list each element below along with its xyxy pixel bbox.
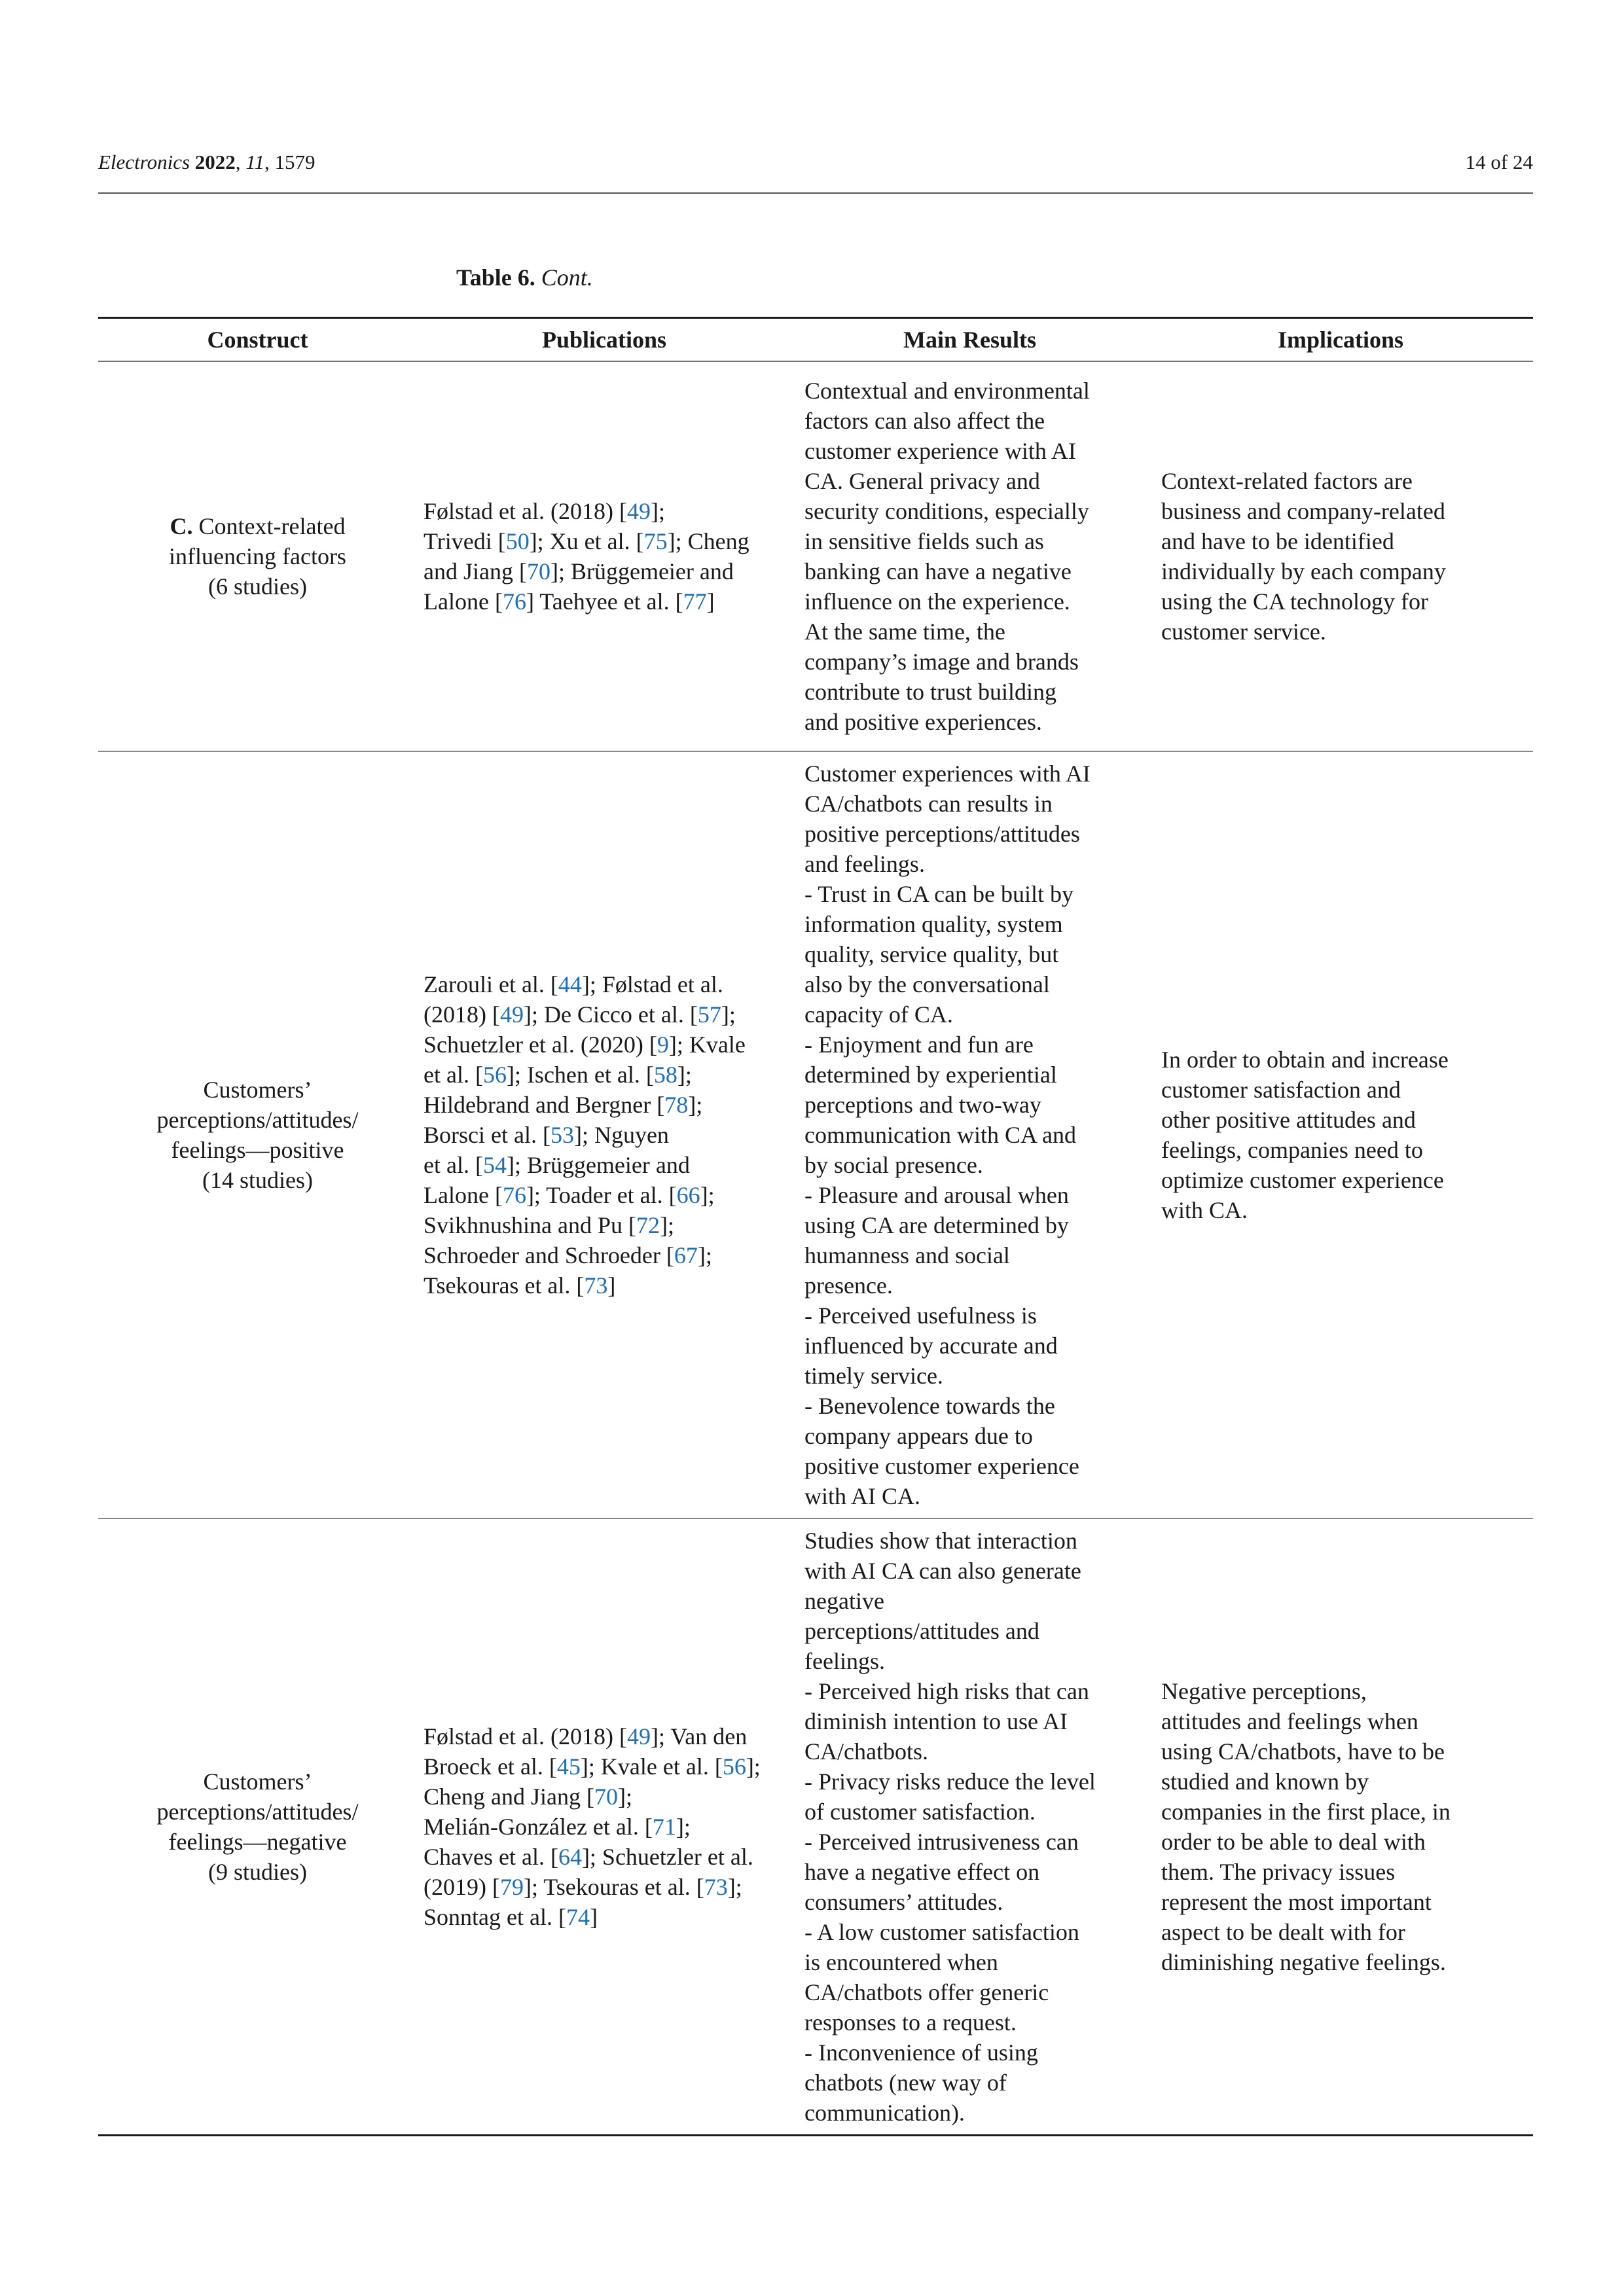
- reference-link[interactable]: 75: [643, 528, 668, 554]
- header-divider: [98, 192, 1533, 194]
- implications-text: In order to obtain and increase customer satisfaction and other positive attitudes and feelings, companies need to optimize customer experience with CA.: [1161, 1047, 1449, 1223]
- publication-text: ]; Schroeder and Schroeder [: [424, 1212, 675, 1268]
- table-caption-text: Cont.: [541, 264, 593, 291]
- publication-text: ]: [706, 588, 715, 615]
- publications-text: [424, 496, 772, 617]
- column-header-construct: Construct: [98, 318, 417, 362]
- publications-text: [424, 1721, 772, 1932]
- main-results-text: Studies show that interaction with AI CA can also generate negative perceptions/attitudes and feelings. - Perceived high risks that can diminish intention to use AI CA/chatbots. - Privacy risks reduce the level of customer satisfaction. - Perceived intrusiveness can have a negative effect on consumers’ attitudes. - A low customer satisfaction is encountered when CA/chatbots offer generic responses to a request. - Inconvenience of using chatbots (new way of communication).: [804, 1528, 1096, 2126]
- running-header: [98, 149, 1533, 175]
- publication-text: ]; Nguyen et al. [: [424, 1122, 669, 1178]
- construct-cell: [98, 361, 417, 751]
- publications-cell: [417, 751, 791, 1518]
- construct-cell: [98, 751, 417, 1518]
- article-number: 1579: [274, 151, 316, 173]
- implications-cell: [1148, 361, 1533, 751]
- publication-text: ] Taehyee et al. [: [526, 588, 683, 615]
- reference-link[interactable]: 49: [626, 498, 651, 524]
- reference-link[interactable]: 56: [722, 1753, 746, 1780]
- reference-link[interactable]: 73: [584, 1272, 608, 1299]
- publication-text: ]; Cheng and Jiang [: [424, 528, 749, 584]
- reference-link[interactable]: 50: [505, 528, 530, 554]
- journal-name: Electronics: [98, 151, 190, 173]
- reference-link[interactable]: 67: [674, 1242, 698, 1268]
- publication-text: ]; Ischen et al. [: [506, 1062, 654, 1088]
- publication-text: ]; De Cicco et al. [: [523, 1001, 698, 1028]
- reference-link[interactable]: 66: [676, 1182, 700, 1208]
- publication-text: ]; Xu et al. [: [529, 528, 644, 554]
- column-header-implications: Implications: [1148, 318, 1533, 362]
- table-caption-label: Table 6.: [456, 264, 535, 291]
- results-table: [98, 317, 1533, 2136]
- publication-text: ]; Tsekouras et al. [: [424, 1242, 712, 1299]
- reference-link[interactable]: 77: [683, 588, 707, 615]
- publication-text: Følstad et al. (2018) [: [424, 498, 627, 524]
- implications-cell: [1148, 1518, 1533, 2136]
- publication-text: ]; Hildebrand and Bergner [: [424, 1062, 692, 1118]
- reference-link[interactable]: 54: [482, 1152, 507, 1178]
- column-header-publications: Publications: [417, 318, 791, 362]
- publication-text: ]; Kvale et al. [: [424, 1031, 746, 1088]
- reference-link[interactable]: 64: [558, 1844, 582, 1870]
- publication-text: ]; Sonntag et al. [: [424, 1874, 742, 1930]
- reference-link[interactable]: 72: [636, 1212, 660, 1238]
- reference-link[interactable]: 58: [653, 1062, 677, 1088]
- journal-year: 2022: [194, 151, 236, 173]
- publications-cell: [417, 1518, 791, 2136]
- reference-link[interactable]: 79: [499, 1874, 524, 1900]
- publication-text: ]; Borsci et al. [: [424, 1092, 703, 1148]
- reference-link[interactable]: 73: [704, 1874, 728, 1900]
- reference-link[interactable]: 70: [526, 558, 550, 584]
- publication-text: ]; Trivedi [: [424, 498, 665, 554]
- main-results-cell: [791, 361, 1148, 751]
- main-results-text: Customer experiences with AI CA/chatbots can results in positive perceptions/attitudes and feelings. - Trust in CA can be built by information quality, system quality, service quality, but also by the conversational capacity of CA. - Enjoyment and fun are determined by experiential perceptions and two-way communication with CA and by social presence. - Pleasure and arousal when using CA are determined by humanness and social presence. - Perceived usefulness is influenced by accurate and timely service. - Benevolence towards the company appears due to positive customer experience with AI CA.: [804, 761, 1091, 1509]
- publication-text: ]; Melián-González et al. [: [424, 1784, 653, 1840]
- reference-link[interactable]: 45: [556, 1753, 581, 1780]
- table-row: [98, 751, 1533, 1518]
- publication-text: Zarouli et al. [: [424, 971, 558, 997]
- publications-text: [424, 969, 772, 1300]
- publication-text: ]; Schuetzler et al. (2020) [: [424, 1001, 736, 1058]
- publication-text: ]; Schuetzler et al. (2019) [: [424, 1844, 753, 1900]
- construct-label: Customers’ perceptions/attitudes/ feelings—positive (14 studies): [156, 1077, 359, 1193]
- reference-link[interactable]: 76: [502, 588, 526, 615]
- reference-link[interactable]: 74: [566, 1904, 590, 1930]
- main-results-cell: [791, 751, 1148, 1518]
- reference-link[interactable]: 44: [558, 971, 582, 997]
- publication-text: ]; Brüggemeier and Lalone [: [424, 1152, 690, 1208]
- publication-text: ]; Cheng and Jiang [: [424, 1753, 761, 1810]
- construct-label: Context-related influencing factors (6 studies): [169, 513, 346, 600]
- reference-link[interactable]: 71: [652, 1814, 676, 1840]
- table-caption: [456, 262, 593, 293]
- reference-link[interactable]: 76: [502, 1182, 526, 1208]
- construct-text: [111, 1767, 404, 1887]
- implications-cell: [1148, 751, 1533, 1518]
- page-number: 14 of 24: [1465, 151, 1533, 173]
- table-header-row: [98, 318, 1533, 362]
- publication-text: ]; Følstad et al. (2018) [: [424, 971, 723, 1028]
- construct-prefix: C.: [170, 513, 193, 539]
- construct-text: [111, 1075, 404, 1195]
- reference-link[interactable]: 70: [594, 1784, 618, 1810]
- publication-text: ]; Svikhnushina and Pu [: [424, 1182, 715, 1238]
- construct-label: Customers’ perceptions/attitudes/ feelings—negative (9 studies): [156, 1768, 359, 1885]
- table-row: [98, 361, 1533, 751]
- reference-link[interactable]: 49: [626, 1723, 651, 1749]
- construct-cell: [98, 1518, 417, 2136]
- publication-text: ]; Tsekouras et al. [: [523, 1874, 704, 1900]
- reference-link[interactable]: 9: [657, 1031, 669, 1058]
- reference-link[interactable]: 53: [550, 1122, 574, 1148]
- construct-text: [111, 511, 404, 601]
- publication-text: ]: [607, 1272, 616, 1299]
- publication-text: ]; Chaves et al. [: [424, 1814, 691, 1870]
- publication-text: Følstad et al. (2018) [: [424, 1723, 627, 1749]
- publication-text: ]; Toader et al. [: [526, 1182, 677, 1208]
- reference-link[interactable]: 57: [697, 1001, 721, 1028]
- implications-text: Negative perceptions, attitudes and feelings when using CA/chatbots, have to be studied and known by companies in the first place, in order to be able to deal with them. The privacy issues represent the most important aspect to be dealt with for diminishing negative feelings.: [1161, 1678, 1451, 1975]
- journal-volume: 11: [245, 151, 264, 173]
- reference-link[interactable]: 49: [499, 1001, 524, 1028]
- journal-citation: Electronics 2022, 11, 1579: [98, 151, 316, 173]
- implications-text: Context-related factors are business and company-related and have to be identified individually by each company using the CA technology for customer service.: [1161, 468, 1446, 645]
- publications-cell: [417, 361, 791, 751]
- reference-link[interactable]: 78: [664, 1092, 689, 1118]
- publication-text: ]; Kvale et al. [: [580, 1753, 723, 1780]
- main-results-cell: [791, 1518, 1148, 2136]
- main-results-text: Contextual and environmental factors can also affect the customer experience with AI CA. General privacy and security conditions, especially in sensitive fields such as banking can have a negative influence on the experience. At the same time, the company’s image and brands contribute to trust building and positive experiences.: [804, 378, 1090, 735]
- publication-text: ]; Brüggemeier and Lalone [: [424, 558, 734, 615]
- column-header-main-results: Main Results: [791, 318, 1148, 362]
- table-row: [98, 1518, 1533, 2136]
- reference-link[interactable]: 56: [482, 1062, 507, 1088]
- publication-text: ]: [589, 1904, 598, 1930]
- publication-text: ]; Van den Broeck et al. [: [424, 1723, 748, 1780]
